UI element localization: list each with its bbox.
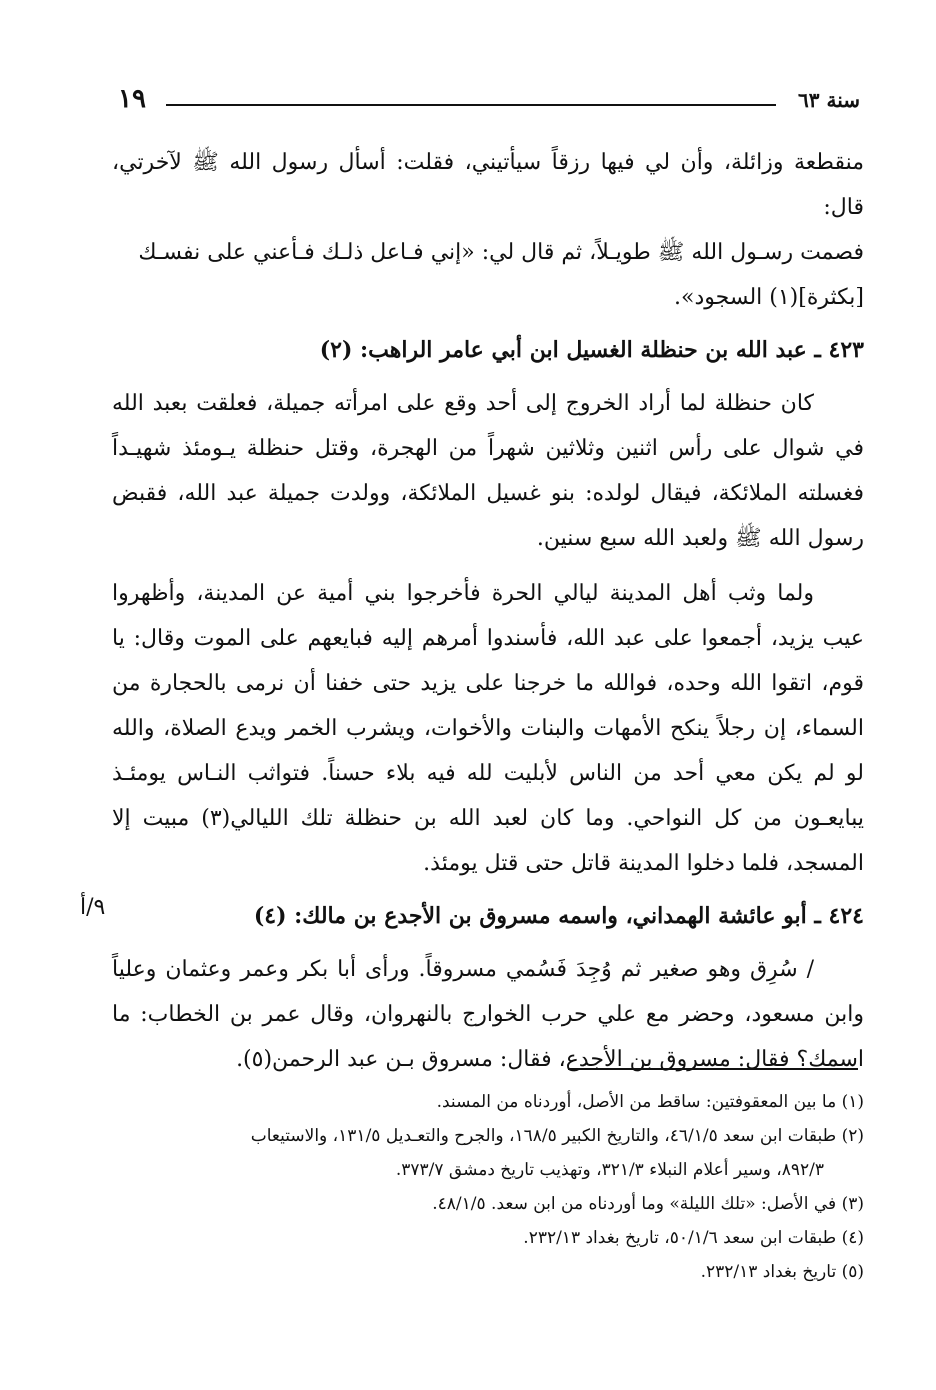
paragraph: كان حنظلة لما أراد الخروج إلى أحد وقع على امرأته جميلة، فعلقت بعبد الله في شوال على رأس اثنين وثلاثين شهراً من الهجرة، وقتل حنظلة يـومئذ شهيـداً فغسلته الملائكة، فيقال لولده: بنو غسيل الملائكة، وولدت جميلة عبد الله، فقبض رسول الله ﷺ ولعبد الله سبع سنين. [112,391,864,551]
page-number: ١٩ [118,84,146,114]
footnotes [112,1085,864,1289]
header-rule [166,104,776,106]
footnote-5: (٥) تاريخ بغداد ٢٣٢/١٣. [700,1262,864,1282]
running-header-title: سنة ٦٣ [798,88,860,112]
page-header [118,84,860,120]
paragraph: / سُرِق وهو صغير ثم وُجِدَ فَسُمي مسروقاً. ورأى أبا بكر وعمر وعثمان وعلياً وابن مسعود، وحضر مع علي حرب الخوارج بالنهروان، وقال عمر بن الخطاب: ما اسمك؟ فقال: مسروق بن الأجدع، فقال: مسروق بـن عبد الرحمن(٥). [112,957,864,1072]
footnote-rule [568,1068,858,1070]
footnote-4: (٤) طبقات ابن سعد ٥٠/١/٦، تاريخ بغداد ٢٣٢/١٣. [523,1228,864,1248]
footnote-2-continued: ٨٩٢/٣، وسير أعلام النبلاء ٣٢١/٣، وتهذيب تاريخ دمشق ٣٧٣/٧. [395,1160,824,1180]
manuscript-folio-note: ٩/أ [80,895,106,920]
paragraph-line: [بكثرة](١) السجود». [674,285,864,310]
paragraph-line: منقطعة وزائلة، وأن لي فيها رزقاً سيأتيني، فقلت: أسأل رسول الله ﷺ لآخرتي، قال: [112,150,864,220]
entry-heading-424: ٤٢٤ ـ أبو عائشة الهمداني، واسمه مسروق بن الأجدع بن مالك: (٤) [253,903,864,929]
paragraph: ولما وثب أهل المدينة ليالي الحرة فأخرجوا بني أمية عن المدينة، وأظهروا عيب يزيد، أجمعوا على عبد الله، فأسندوا أمرهم إليه فبايعهم على الموت وقال: يا قوم، اتقوا الله وحده، فوالله ما خرجنا على يزيد حتى خفنا أن نرمى بالحجارة من السماء، إن رجلاً ينكح الأمهات والبنات والأخوات، ويشرب الخمر ويدع الصلاة، والله لو لم يكن معي أحد من الناس لأبليت لله فيه بلاء حسناً. فتواثب النـاس يومئـذ يبايعـون من كل النواحي. وما كان لعبد الله بن حنظلة تلك الليالي(٣) مبيت إلا المسجد، فلما دخلوا المدينة قاتل حتى قتل يومئذ. [112,581,864,876]
footnote-3: (٣) في الأصل: «تلك الليلة» وما أوردناه من ابن سعد. ٤٨/١/٥. [432,1194,864,1214]
entry-heading-423: ٤٢٣ ـ عبد الله بن حنظلة الغسيل ابن أبي عامر الراهب: (٢) [319,337,864,363]
paragraph-line: فصمت رسـول الله ﷺ طويـلاً، ثم قال لي: «إني فـاعل ذلـك فـأعني على نفسـك [138,240,864,265]
footnote-1: (١) ما بين المعقوفتين: ساقط من الأصل، أوردناه من المسند. [436,1092,864,1112]
footnote-2: (٢) طبقات ابن سعد ٤٦/١/٥، والتاريخ الكبير ١٦٨/٥، والجرح والتعـديل ١٣١/٥، والاستيعاب [250,1126,864,1146]
main-text [112,140,864,1082]
